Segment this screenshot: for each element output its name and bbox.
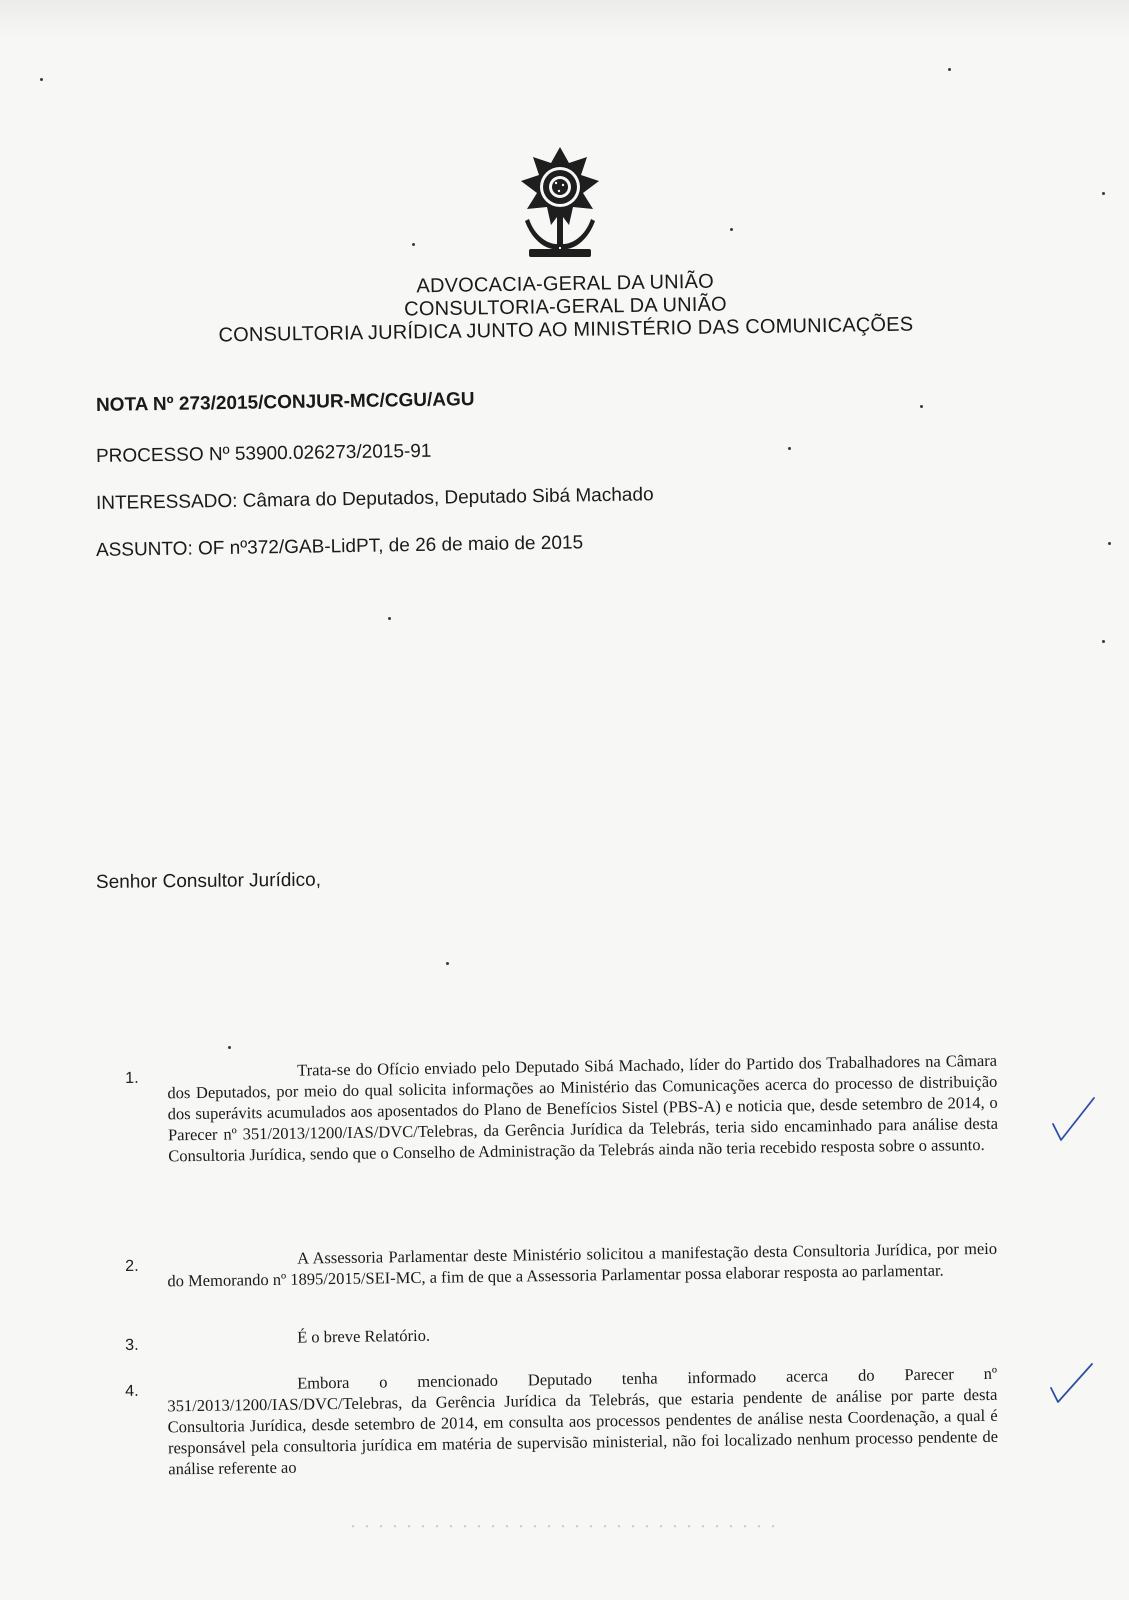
salutation: Senhor Consultor Jurídico, [95,869,322,893]
paragraph-4 [125,1363,1001,1480]
header-line-agu: ADVOCACIA-GERAL DA UNIÃO [416,270,715,298]
scan-shadow [0,0,1129,40]
nota-number: NOTA Nº 273/2015/CONJUR-MC/CGU/AGU [95,389,475,416]
paragraph-number: 3. [125,1336,139,1354]
scan-footer-noise: . . . . . . . . . . . . . . . . . . . . . . . . . . . . . . . [350,1520,778,1531]
paragraph-number: 2. [125,1257,139,1275]
scan-speck [730,228,733,231]
scan-speck [40,78,43,81]
paragraph-number: 1. [125,1069,139,1087]
checkmark-icon [1048,1360,1094,1408]
interessado-line: INTERESSADO: Câmara do Deputados, Deputado Sibá Machado [95,484,654,514]
scan-speck [788,447,791,450]
header-line-cgu: CONSULTORIA-GERAL DA UNIÃO [404,293,728,321]
scan-speck [948,68,951,71]
paragraph-text: É o breve Relatório. [296,1325,431,1347]
paragraph-text: Embora o mencionado Deputado tenha informado acerca do Parecer nº 351/2013/1200/IAS/DVC/Telebras, da Gerência Jurídica da Telebrás, que estaria pendente de análise por parte desta Consultoria Jurídica, desde setembro de 2014, em consulta aos processos pendentes de análise nesta Coordenação, a qual é responsável pela consultoria jurídica em matéria de supervisão ministerial, não foi localizado nenhum processo pendente de análise referente ao [167,1363,999,1479]
institution-header [150,266,981,348]
scan-speck [228,1046,231,1049]
assunto-line: ASSUNTO: OF nº372/GAB-LidPT, de 26 de maio de 2015 [95,532,584,561]
paragraph-number: 4. [125,1382,139,1400]
scan-speck [412,243,415,246]
scan-speck [1102,192,1105,195]
scan-speck [388,617,391,620]
scan-speck [920,405,923,408]
header-line-conjur: CONSULTORIA JURÍDICA JUNTO AO MINISTÉRIO DAS COMUNICAÇÕES [218,313,914,347]
paragraph-text: Trata-se do Ofício enviado pelo Deputado Sibá Machado, líder do Partido dos Trabalhadores na Câmara dos Deputados, por meio do qual solicita informações ao Ministério das Comunicações acerca do processo de distribuição dos superávits acumulados aos aposentados do Plano de Benefícios Sistel (PBS-A) e noticia que, desde setembro de 2014, o Parecer nº 351/2013/1200/IAS/DVC/Telebras, da Gerência Jurídica da Telebrás, teria sido encaminhado para análise desta Consultoria Jurídica, sendo que o Conselho de Administração da Telebrás ainda não teria recebido resposta sobre o assunto. [167,1050,999,1166]
paragraph-2 [125,1238,1001,1292]
paragraph-3 [125,1317,1000,1354]
coat-of-arms-icon [515,145,605,265]
processo-number: PROCESSO Nº 53900.026273/2015-91 [95,440,432,467]
scan-speck [1102,640,1105,643]
paragraph-1 [125,1050,1001,1167]
checkmark-icon [1050,1096,1096,1144]
scan-speck [446,962,449,965]
scan-speck [1108,542,1111,545]
paragraph-text: A Assessoria Parlamentar deste Ministério solicitou a manifestação desta Consultoria Jurídica, por meio do Memorando nº 1895/2015/SEI-MC, a fim de que a Assessoria Parlamentar possa elaborar resposta ao parlamentar. [167,1238,998,1291]
